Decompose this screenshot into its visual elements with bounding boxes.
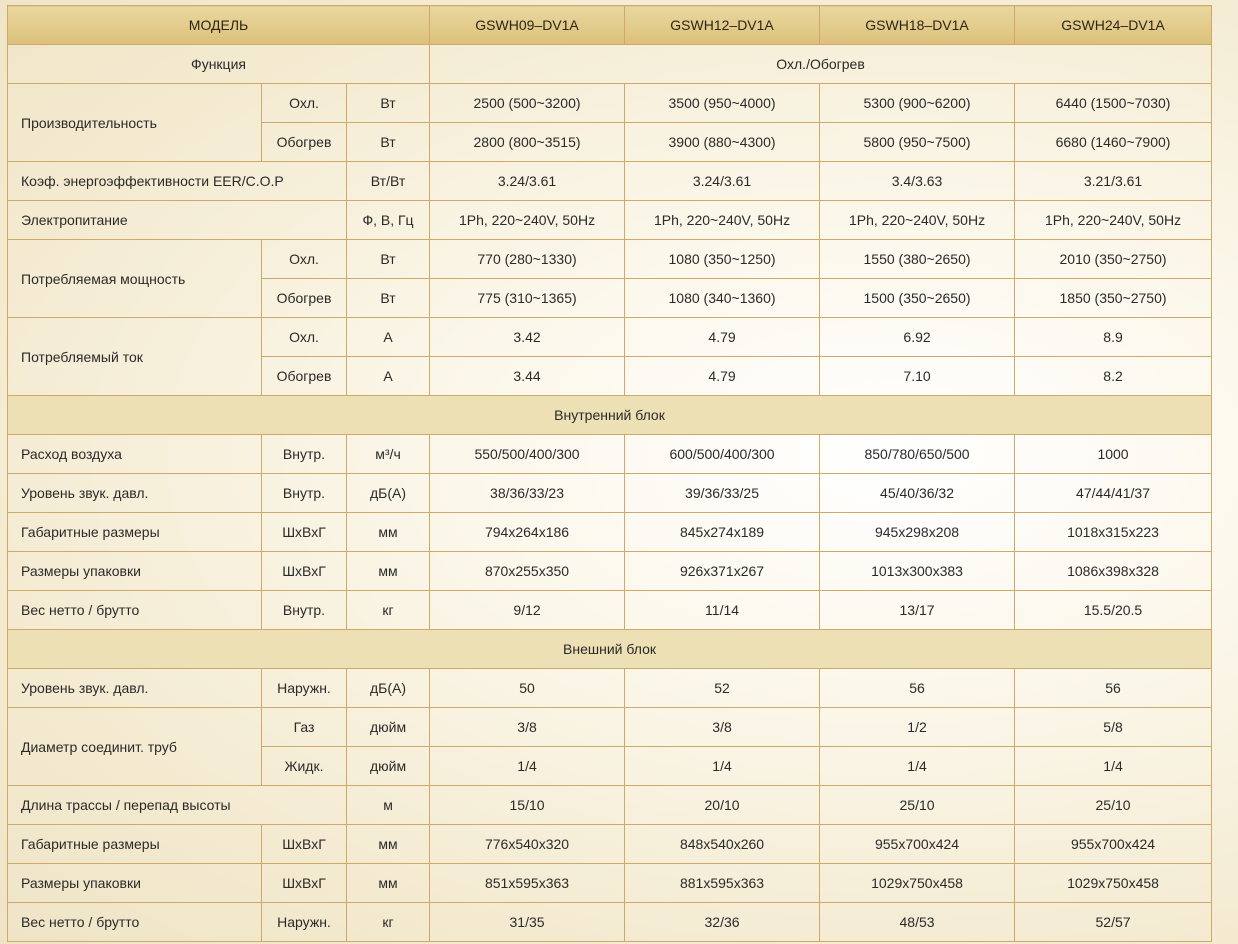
value-cell: 3.42 xyxy=(430,318,625,357)
value-cell: 13/17 xyxy=(820,591,1015,630)
model-header: GSWH09–DV1A xyxy=(430,6,625,45)
value-cell: 1013x300x383 xyxy=(820,552,1015,591)
param-label: Уровень звук. давл. xyxy=(8,669,262,708)
value-cell: 1500 (350~2650) xyxy=(820,279,1015,318)
value-cell: 32/36 xyxy=(625,903,820,942)
model-header: GSWH12–DV1A xyxy=(625,6,820,45)
value-cell: 3.24/3.61 xyxy=(430,162,625,201)
param-label: Диаметр соединит. труб xyxy=(8,708,262,786)
sub-label: Газ xyxy=(262,708,347,747)
value-cell: 6440 (1500~7030) xyxy=(1015,84,1212,123)
sub-label: Жидк. xyxy=(262,747,347,786)
unit-cell: мм xyxy=(347,513,430,552)
sub-label: Обогрев xyxy=(262,279,347,318)
value-cell: 955x700x424 xyxy=(820,825,1015,864)
unit-cell: мм xyxy=(347,825,430,864)
value-cell: 1/2 xyxy=(820,708,1015,747)
table-row xyxy=(8,825,1212,864)
value-cell: 8.2 xyxy=(1015,357,1212,396)
value-cell: 3/8 xyxy=(625,708,820,747)
value-cell: 550/500/400/300 xyxy=(430,435,625,474)
param-label: Габаритные размеры xyxy=(8,513,262,552)
table-row xyxy=(8,162,1212,201)
table-row xyxy=(8,435,1212,474)
sub-label: ШхВхГ xyxy=(262,864,347,903)
value-cell: 1000 xyxy=(1015,435,1212,474)
sub-label: Внутр. xyxy=(262,591,347,630)
value-cell: 39/36/33/25 xyxy=(625,474,820,513)
value-cell: 8.9 xyxy=(1015,318,1212,357)
value-cell: 848x540x260 xyxy=(625,825,820,864)
value-cell: 9/12 xyxy=(430,591,625,630)
value-cell: 38/36/33/23 xyxy=(430,474,625,513)
value-cell: 955x700x424 xyxy=(1015,825,1212,864)
section-title-indoor: Внутренний блок xyxy=(8,396,1212,435)
sub-label: Внутр. xyxy=(262,474,347,513)
value-cell: 881x595x363 xyxy=(625,864,820,903)
value-cell: 1080 (340~1360) xyxy=(625,279,820,318)
unit-cell: Вт/Вт xyxy=(347,162,430,201)
table-row xyxy=(8,513,1212,552)
param-label: Электропитание xyxy=(8,201,347,240)
section-row xyxy=(8,630,1212,669)
function-value: Охл./Обогрев xyxy=(430,45,1212,84)
value-cell: 3/8 xyxy=(430,708,625,747)
value-cell: 11/14 xyxy=(625,591,820,630)
sub-label: Обогрев xyxy=(262,357,347,396)
param-label: Длина трассы / перепад высоты xyxy=(8,786,347,825)
value-cell: 870x255x350 xyxy=(430,552,625,591)
value-cell: 1086x398x328 xyxy=(1015,552,1212,591)
unit-cell: дюйм xyxy=(347,708,430,747)
spec-table xyxy=(7,5,1212,942)
value-cell: 45/40/36/32 xyxy=(820,474,1015,513)
value-cell: 1Ph, 220~240V, 50Hz xyxy=(625,201,820,240)
value-cell: 52/57 xyxy=(1015,903,1212,942)
unit-cell: мм xyxy=(347,552,430,591)
sub-label: ШхВхГ xyxy=(262,825,347,864)
param-label: Размеры упаковки xyxy=(8,864,262,903)
value-cell: 776x540x320 xyxy=(430,825,625,864)
param-label: Уровень звук. давл. xyxy=(8,474,262,513)
section-row xyxy=(8,396,1212,435)
value-cell: 770 (280~1330) xyxy=(430,240,625,279)
unit-cell: дБ(А) xyxy=(347,474,430,513)
sub-label: ШхВхГ xyxy=(262,552,347,591)
value-cell: 2010 (350~2750) xyxy=(1015,240,1212,279)
value-cell: 600/500/400/300 xyxy=(625,435,820,474)
sub-label: Наружн. xyxy=(262,669,347,708)
value-cell: 3.21/3.61 xyxy=(1015,162,1212,201)
value-cell: 926x371x267 xyxy=(625,552,820,591)
param-label: Размеры упаковки xyxy=(8,552,262,591)
param-label: Расход воздуха xyxy=(8,435,262,474)
unit-cell: Вт xyxy=(347,84,430,123)
table-row xyxy=(8,864,1212,903)
value-cell: 1029x750x458 xyxy=(820,864,1015,903)
value-cell: 2500 (500~3200) xyxy=(430,84,625,123)
table-row xyxy=(8,591,1212,630)
table-row xyxy=(8,669,1212,708)
value-cell: 1850 (350~2750) xyxy=(1015,279,1212,318)
function-row xyxy=(8,45,1212,84)
param-label: Вес нетто / брутто xyxy=(8,591,262,630)
value-cell: 1/4 xyxy=(820,747,1015,786)
section-title-outdoor: Внешний блок xyxy=(8,630,1212,669)
value-cell: 5300 (900~6200) xyxy=(820,84,1015,123)
sub-label: Наружн. xyxy=(262,903,347,942)
value-cell: 1018x315x223 xyxy=(1015,513,1212,552)
unit-cell: кг xyxy=(347,903,430,942)
value-cell: 2800 (800~3515) xyxy=(430,123,625,162)
unit-cell: м³/ч xyxy=(347,435,430,474)
unit-cell: А xyxy=(347,357,430,396)
value-cell: 1Ph, 220~240V, 50Hz xyxy=(430,201,625,240)
unit-cell: Вт xyxy=(347,240,430,279)
unit-cell: дБ(А) xyxy=(347,669,430,708)
table-row xyxy=(8,552,1212,591)
unit-cell: м xyxy=(347,786,430,825)
table-row xyxy=(8,201,1212,240)
unit-cell: А xyxy=(347,318,430,357)
value-cell: 47/44/41/37 xyxy=(1015,474,1212,513)
value-cell: 1029x750x458 xyxy=(1015,864,1212,903)
table-row xyxy=(8,84,1212,123)
value-cell: 7.10 xyxy=(820,357,1015,396)
model-label: МОДЕЛЬ xyxy=(8,6,430,45)
value-cell: 48/53 xyxy=(820,903,1015,942)
table-row xyxy=(8,318,1212,357)
table-row xyxy=(8,240,1212,279)
value-cell: 775 (310~1365) xyxy=(430,279,625,318)
model-header: GSWH24–DV1A xyxy=(1015,6,1212,45)
value-cell: 1550 (380~2650) xyxy=(820,240,1015,279)
value-cell: 3900 (880~4300) xyxy=(625,123,820,162)
value-cell: 25/10 xyxy=(1015,786,1212,825)
table-row xyxy=(8,708,1212,747)
value-cell: 3.24/3.61 xyxy=(625,162,820,201)
value-cell: 31/35 xyxy=(430,903,625,942)
function-label: Функция xyxy=(8,45,430,84)
unit-cell: кг xyxy=(347,591,430,630)
value-cell: 794x264x186 xyxy=(430,513,625,552)
table-row xyxy=(8,786,1212,825)
value-cell: 4.79 xyxy=(625,357,820,396)
value-cell: 851x595x363 xyxy=(430,864,625,903)
model-header: GSWH18–DV1A xyxy=(820,6,1015,45)
unit-cell: Вт xyxy=(347,123,430,162)
sub-label: Внутр. xyxy=(262,435,347,474)
sub-label: Охл. xyxy=(262,240,347,279)
unit-cell: мм xyxy=(347,864,430,903)
value-cell: 52 xyxy=(625,669,820,708)
param-label: Потребляемая мощность xyxy=(8,240,262,318)
value-cell: 3.44 xyxy=(430,357,625,396)
value-cell: 1/4 xyxy=(430,747,625,786)
value-cell: 5800 (950~7500) xyxy=(820,123,1015,162)
value-cell: 6.92 xyxy=(820,318,1015,357)
sub-label: ШхВхГ xyxy=(262,513,347,552)
param-label: Вес нетто / брутто xyxy=(8,903,262,942)
sub-label: Охл. xyxy=(262,84,347,123)
param-label: Производительность xyxy=(8,84,262,162)
value-cell: 1080 (350~1250) xyxy=(625,240,820,279)
value-cell: 850/780/650/500 xyxy=(820,435,1015,474)
value-cell: 1/4 xyxy=(1015,747,1212,786)
value-cell: 845x274x189 xyxy=(625,513,820,552)
param-label: Потребляемый ток xyxy=(8,318,262,396)
value-cell: 15/10 xyxy=(430,786,625,825)
value-cell: 1Ph, 220~240V, 50Hz xyxy=(1015,201,1212,240)
value-cell: 4.79 xyxy=(625,318,820,357)
value-cell: 56 xyxy=(820,669,1015,708)
table-row xyxy=(8,474,1212,513)
param-label: Коэф. энергоэффективности EER/C.O.P xyxy=(8,162,347,201)
value-cell: 20/10 xyxy=(625,786,820,825)
value-cell: 50 xyxy=(430,669,625,708)
value-cell: 5/8 xyxy=(1015,708,1212,747)
unit-cell: дюйм xyxy=(347,747,430,786)
value-cell: 6680 (1460~7900) xyxy=(1015,123,1212,162)
param-label: Габаритные размеры xyxy=(8,825,262,864)
table-row xyxy=(8,903,1212,942)
value-cell: 3500 (950~4000) xyxy=(625,84,820,123)
value-cell: 945x298x208 xyxy=(820,513,1015,552)
value-cell: 56 xyxy=(1015,669,1212,708)
unit-cell: Вт xyxy=(347,279,430,318)
sub-label: Охл. xyxy=(262,318,347,357)
header-row xyxy=(8,6,1212,45)
value-cell: 3.4/3.63 xyxy=(820,162,1015,201)
value-cell: 15.5/20.5 xyxy=(1015,591,1212,630)
sub-label: Обогрев xyxy=(262,123,347,162)
value-cell: 1/4 xyxy=(625,747,820,786)
unit-cell: Ф, В, Гц xyxy=(347,201,430,240)
value-cell: 1Ph, 220~240V, 50Hz xyxy=(820,201,1015,240)
value-cell: 25/10 xyxy=(820,786,1015,825)
